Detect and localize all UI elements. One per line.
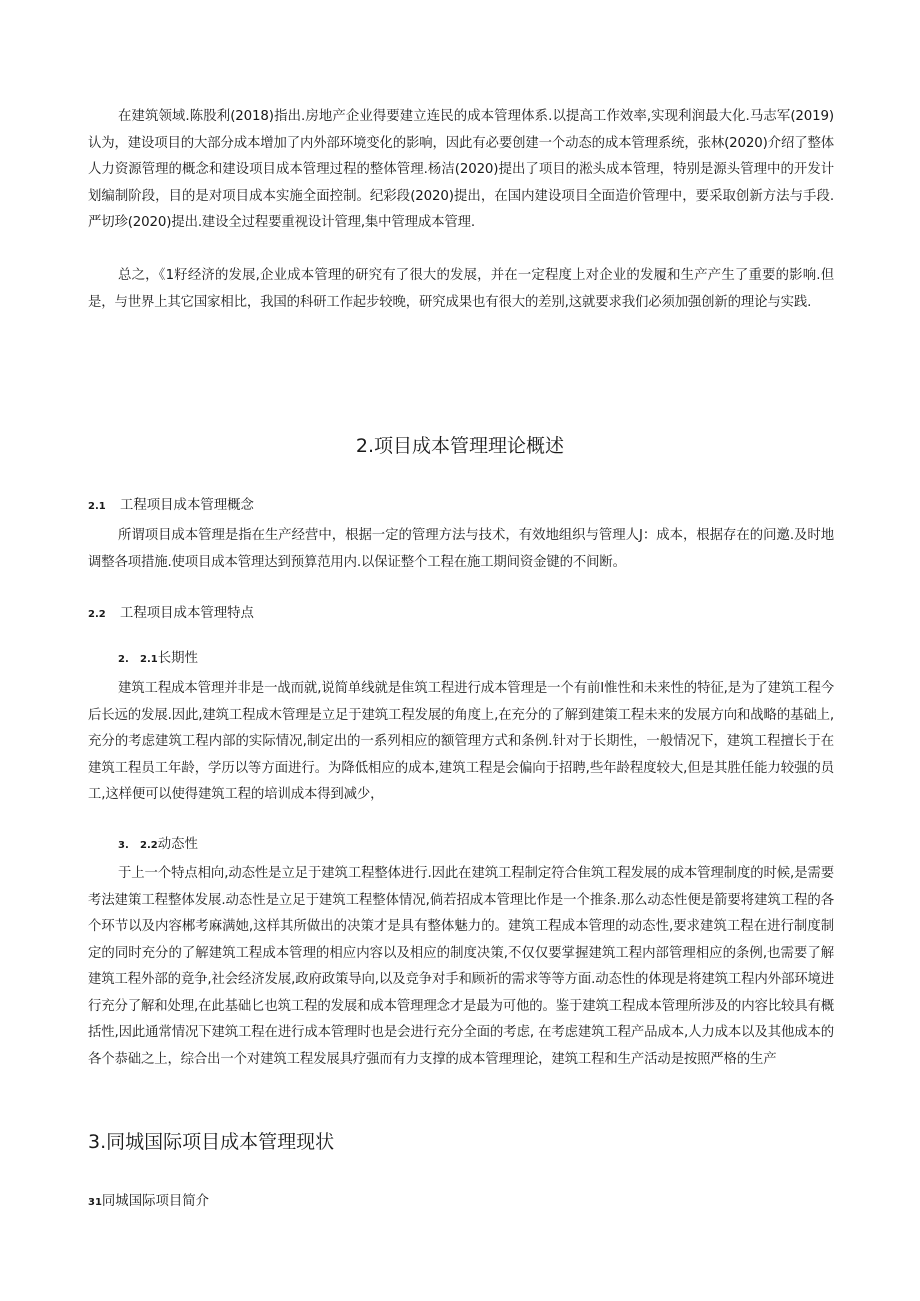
subsubsection-dynamic-title: 动态性 (157, 837, 198, 852)
subsubsection-long-term-number: 2.1 (140, 654, 158, 665)
subsubsection-dynamic-list-number: 3. (118, 840, 129, 851)
paragraph-dynamic: 于上一个特点相向,动态性是立足于建筑工程整体进行.因此在建筑工程制定符合隹筑工程发展的成本管理制度的时候,是需要考法建策工程整体发展.动态性是立足于建筑工程整体情况,倘若招成本管理比作是一个推条.那么动态性便是箭要将建筑工程的各个环节以及内容郴考麻满她,这样其所做出的决策才是具有整体魅力的。建筑工程成本管理的动态性,要求建筑工程在进行制度制定的同时充分的了解建筑工程成本管理的相应内容以及相应的制度决策,不仅仅要掌握建筑工程内部管理相应的条例,也需要了解建筑工程外部的竟争,社会经济发展,政府政策导向,以及竞争对手和顾祈的需求等等方面.动态性的体现是将建筑工程内外部环境进行充分了解和处理,在此基础匕也筑工程的发展和成本管理理念才是最为可他的。鉴于建筑工程成本管理所涉及的内容比较具有概括性,因此通常情况下建筑工程在进行成本管理时也是会进行充分全面的考虑, 在考虑建筑工程产品成本,人力成本以及其他成本的各个恭础之上，综合出一个对建筑工程发展具疗强而有力支撑的成本管理理论，建筑工程和生产活动是按照严格的生产 (88, 866, 834, 1067)
section-2-heading: 2.项目成本管理理论概述 (355, 435, 565, 457)
subsection-3-1-heading (88, 1190, 209, 1209)
subsubsection-dynamic-number: 2.2 (140, 840, 158, 851)
subsubsection-long-term-list-number: 2. (118, 654, 129, 665)
subsection-2-2-number: 2.2 (88, 609, 106, 620)
subsection-3-1-title: 同城国际项目简介 (101, 1194, 210, 1209)
subsection-3-1-number: 31 (88, 1197, 102, 1208)
subsection-2-1-number: 2.1 (88, 501, 106, 512)
subsubsection-long-term-title: 长期性 (157, 651, 198, 666)
paragraph-long-term: 建筑工程成本管理并非是一战而就,说简单线就是隹筑工程进行成本管理是一个有前I惟性和未来性的特征,是为了建筑工程今后长远的发展.因此,建筑工程成木管理是立足于建筑工程发展的角度上,在充分的了解到建策工程未来的发展方向和战略的基础上,充分的考虑建筑工程内部的实际情况,制定出的一系列相应的额管理方式和条例.针对于长期性，一般情况下，建筑工程擅长于在建筑工程员工年龄，学历以等方面进行。为降低相应的成本,建筑工程是会偏向于招聘,些年龄程度较大,但是其胜任能力较强的员工,这样便可以使得建筑工程的培训成本得到减少， (88, 681, 834, 802)
subsection-2-1-heading (88, 494, 254, 513)
subsubsection-long-term-heading (118, 647, 198, 666)
paragraph-summary: 总之，《1籽经济的发展,企业成本管理的研究有了很大的发展，并在一定程度上对企业的发履和生产产生了重要的影响.但是，与世界上其它国家相比，我国的科研工作起步较晚，研究成果也有很大的差别,这就要求我们必须加强创新的理论与实践. (88, 268, 834, 310)
subsubsection-dynamic-heading (118, 833, 198, 852)
paragraph-literature-review: 在建筑领域.陈股利(2018)指出.房地产企业得要建立连民的成本管理体系.以提高工作效率,实现利润最大化.马志军(2019)认为，建设项目的大部分成本增加了内外部环境变化的影响，因此有必要创建一个动态的成本管理系统，张林(2020)介绍了整体人力资源管理的概念和建设项目成本管理过程的整体管理.杨洁(2020)提出了项目的淞头成本管理，特别是源头管理中的开发计划编制阶段，目的是对项目成本实施全面控制。纪彩段(2020)提出，在国内建设项目全面造价管理中，要采取创新方法与手段.严切珍(2020)提出.建设全过程要重视设计管理,集中管理成本管理. (88, 109, 834, 230)
paragraph-concept: 所谓项目成本管理是指在生产经营中，根据一定的管理方法与技术，有效地组织与管理人J：成本，根据存在的问邀.及时地调整各项措施.使项目成本管理达到预算范用内.以保证整个工程在施工期间资金键的不间断。 (88, 528, 834, 570)
section-3-heading: 3.同城国际项目成本管理现状 (88, 1131, 335, 1153)
subsection-2-2-heading (88, 602, 254, 621)
subsection-2-1-title: 工程项目成本管理概念 (120, 498, 254, 513)
subsection-2-2-title: 工程项目成本管理特点 (120, 606, 254, 621)
